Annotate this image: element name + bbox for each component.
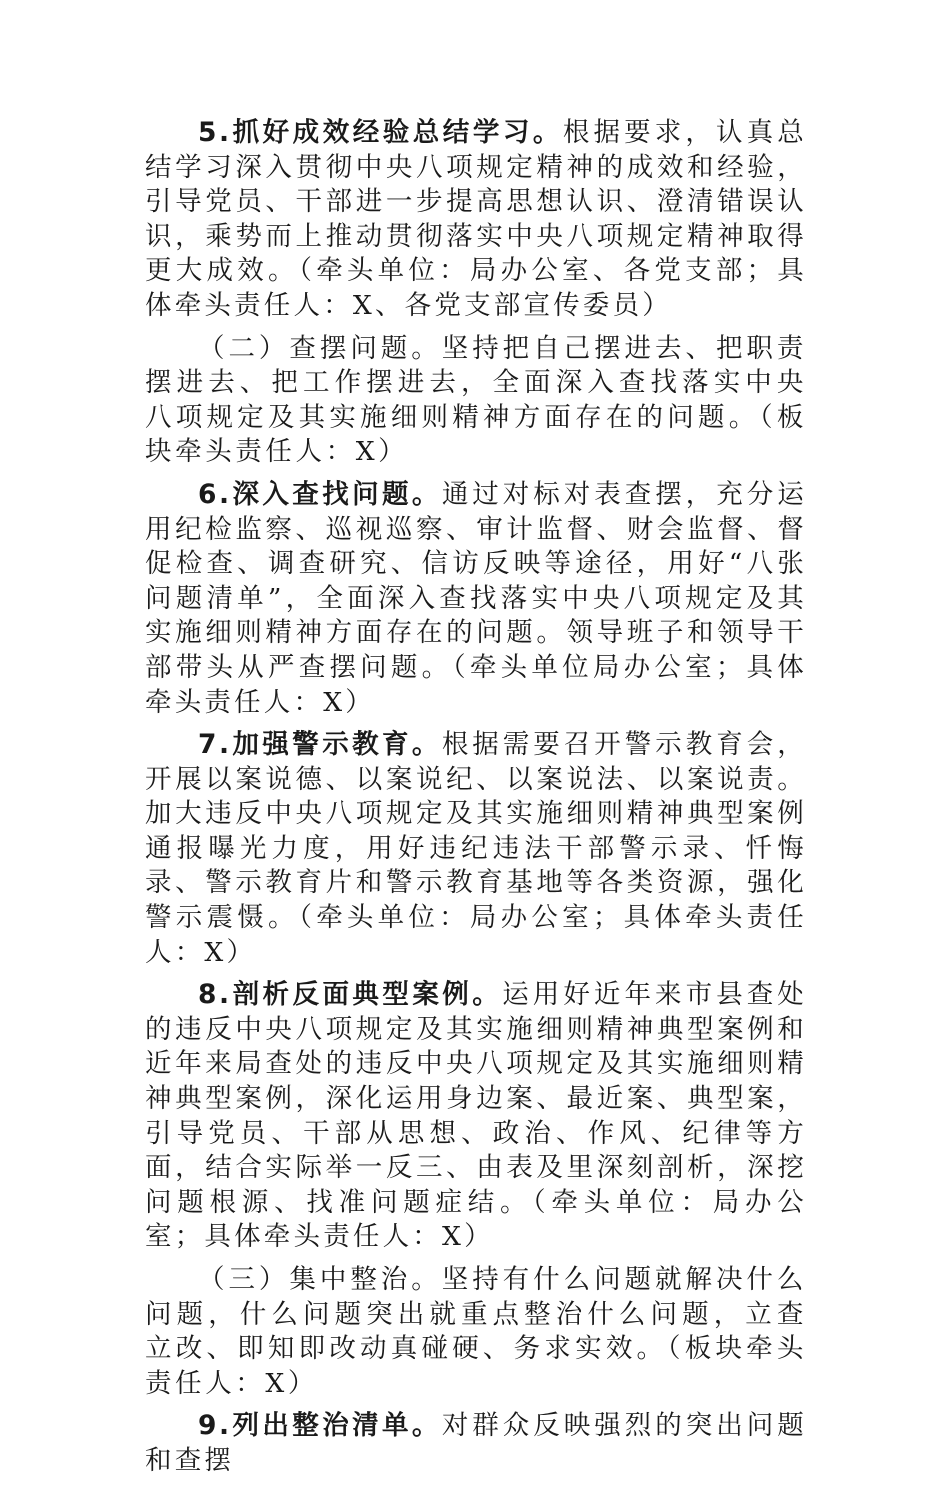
paragraph-item-7 [145, 728, 807, 970]
paragraph-item-9-body: 对群众反映强烈的突出问题和查摆 [145, 1410, 808, 1476]
paragraph-item-5 [145, 116, 807, 324]
paragraph-item-8 [145, 978, 807, 1255]
paragraph-item-6-body: 通过对标对表查摆，充分运用纪检监察、巡视巡察、审计监督、财会监督、督促检查、调查研究、信访反映等途径，用好“八张问题清单”，全面深入查找落实中央八项规定及其实施细则精神方面存在的问题。领导班子和领导干部带头从严查摆问题。（牵头单位局办公室；具体牵头责任人：X） [145, 478, 808, 718]
paragraph-item-6-heading: 6.深入查找问题。 [198, 478, 442, 510]
paragraph-item-8-heading: 8.剖析反面典型案例。 [198, 979, 503, 1011]
paragraph-item-9-heading: 9.列出整治清单。 [198, 1410, 442, 1442]
paragraph-item-6 [145, 478, 807, 720]
paragraph-item-5-body: 根据要求，认真总结学习深入贯彻中央八项规定精神的成效和经验，引导党员、干部进一步提高思想认识、澄清错误认识，乘势而上推动贯彻落实中央八项规定精神取得更大成效。（牵头单位：局办公室、各党支部；具体牵头责任人：X、各党支部宣传委员） [145, 117, 807, 321]
section-3-text: （三）集中整治。坚持有什么问题就解决什么问题，什么问题突出就重点整治什么问题，立查立改、即知即改动真碰硬、务求实效。（板块牵头责任人：X） [145, 1264, 807, 1399]
section-2-paragraph [145, 332, 807, 470]
paragraph-item-7-heading: 7.加强警示教育。 [198, 729, 442, 761]
document-page [145, 116, 807, 1487]
paragraph-item-9 [145, 1409, 807, 1478]
section-3-paragraph [145, 1263, 807, 1401]
paragraph-item-8-body: 运用好近年来市县查处的违反中央八项规定及其实施细则精神典型案例和近年来局查处的违反中央八项规定及其实施细则精神典型案例，深化运用身边案、最近案、典型案，引导党员、干部从思想、政治、作风、纪律等方面，结合实际举一反三、由表及里深刻剖析，深挖问题根源、找准问题症结。（牵头单位：局办公室；具体牵头责任人：X） [145, 979, 807, 1253]
section-2-text: （二）查摆问题。坚持把自己摆进去、把职责摆进去、把工作摆进去，全面深入查找落实中央八项规定及其实施细则精神方面存在的问题。（板块牵头责任人：X） [145, 332, 807, 468]
paragraph-item-5-heading: 5.抓好成效经验总结学习。 [198, 117, 563, 148]
paragraph-item-7-body: 根据需要召开警示教育会，开展以案说德、以案说纪、以案说法、以案说责。加大违反中央八项规定及其实施细则精神典型案例通报曝光力度，用好违纪违法干部警示录、忏悔录、警示教育片和警示教育基地等各类资源，强化警示震慑。（牵头单位：局办公室；具体牵头责任人：X） [145, 729, 808, 968]
